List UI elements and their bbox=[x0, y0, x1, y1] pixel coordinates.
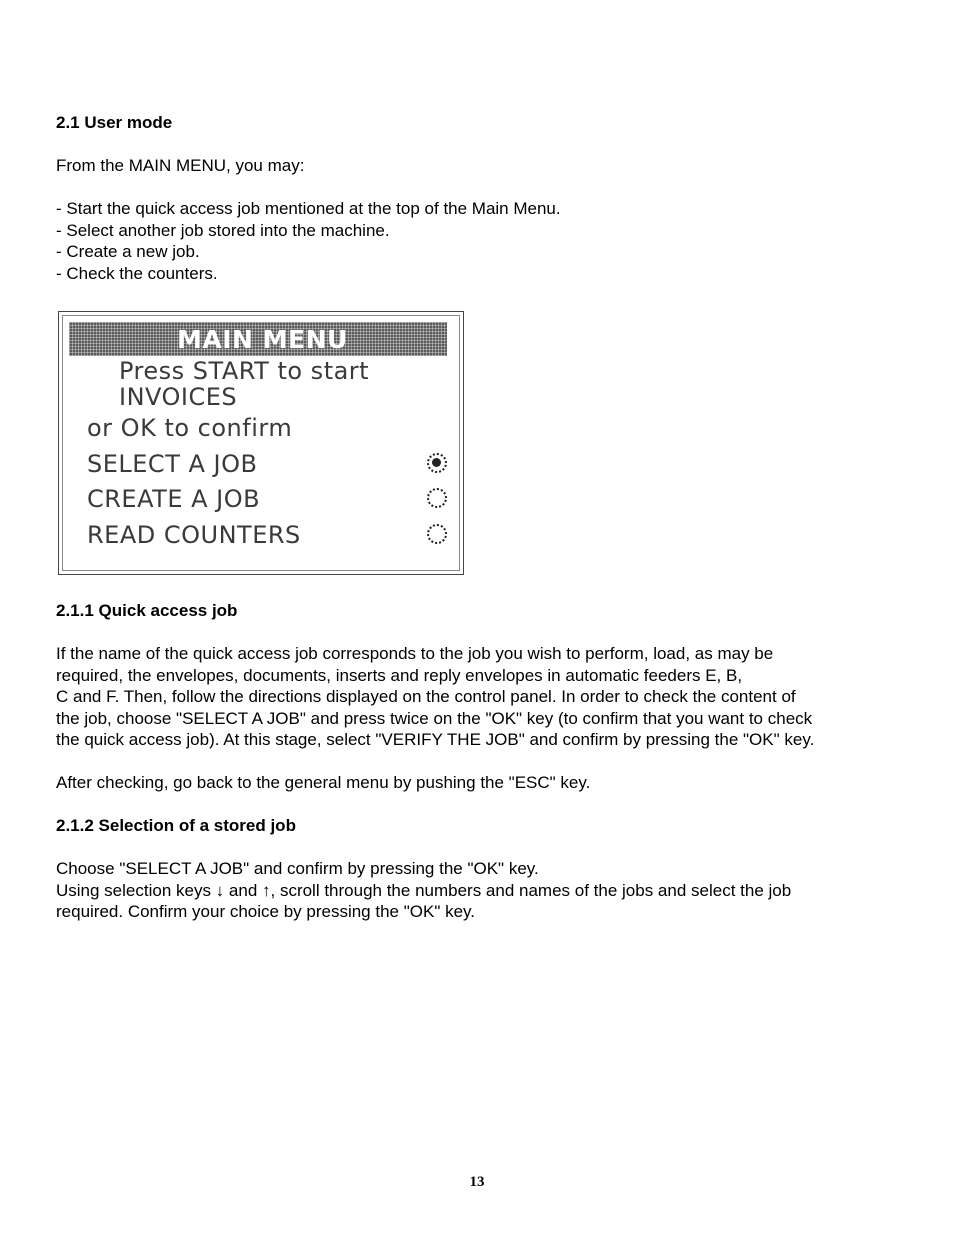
bullet-item: - Check the counters. bbox=[56, 264, 218, 283]
lcd-job-name: INVOICES bbox=[119, 383, 238, 411]
bullet-item: - Create a new job. bbox=[56, 242, 200, 261]
quick-access-after-text: After checking, go back to the general menu by pushing the "ESC" key. bbox=[56, 773, 591, 792]
subsection-heading-quick-access: 2.1.1 Quick access job bbox=[56, 601, 238, 620]
paragraph-line: required, the envelopes, documents, inserts and reply envelopes in automatic feeders E, B, bbox=[56, 665, 743, 685]
paragraph-line: Using selection keys ↓ and ↑, scroll through the numbers and names of the jobs and select the job bbox=[56, 880, 792, 900]
lcd-option-create-job: CREATE A JOB bbox=[87, 485, 261, 513]
stored-job-paragraph bbox=[56, 858, 906, 923]
paragraph-line: C and F. Then, follow the directions displayed on the control panel. In order to check the content of bbox=[56, 687, 796, 706]
lcd-main-menu-screen bbox=[58, 311, 464, 575]
paragraph-line: required. Confirm your choice by pressing the "OK" key. bbox=[56, 902, 475, 921]
lcd-title: MAIN MENU bbox=[177, 325, 348, 354]
lcd-option-select-job: SELECT A JOB bbox=[87, 450, 258, 478]
page-number: 13 bbox=[469, 1174, 485, 1190]
radio-empty-icon bbox=[427, 488, 447, 508]
bullet-item: - Start the quick access job mentioned at the top of the Main Menu. bbox=[56, 199, 561, 218]
lcd-title-bar bbox=[69, 322, 447, 356]
intro-text: From the MAIN MENU, you may: bbox=[56, 156, 305, 175]
radio-selected-icon bbox=[427, 453, 447, 473]
lcd-confirm-line: or OK to confirm bbox=[87, 414, 293, 442]
lcd-option-read-counters: READ COUNTERS bbox=[87, 521, 301, 549]
paragraph-line: the job, choose "SELECT A JOB" and press twice on the "OK" key (to confirm that you want to check bbox=[56, 708, 813, 728]
radio-empty-icon bbox=[427, 524, 447, 544]
section-heading: 2.1 User mode bbox=[56, 113, 173, 132]
bullet-item: - Select another job stored into the machine. bbox=[56, 221, 390, 240]
paragraph-line: If the name of the quick access job corresponds to the job you wish to perform, load, as may be bbox=[56, 644, 774, 663]
paragraph-line: the quick access job). At this stage, select "VERIFY THE JOB" and confirm by pressing the "OK" key. bbox=[56, 730, 815, 749]
subsection-heading-stored-job: 2.1.2 Selection of a stored job bbox=[56, 816, 296, 835]
quick-access-paragraph bbox=[56, 643, 906, 751]
lcd-press-line: Press START to start bbox=[119, 357, 370, 385]
paragraph-line: Choose "SELECT A JOB" and confirm by pressing the "OK" key. bbox=[56, 859, 539, 878]
